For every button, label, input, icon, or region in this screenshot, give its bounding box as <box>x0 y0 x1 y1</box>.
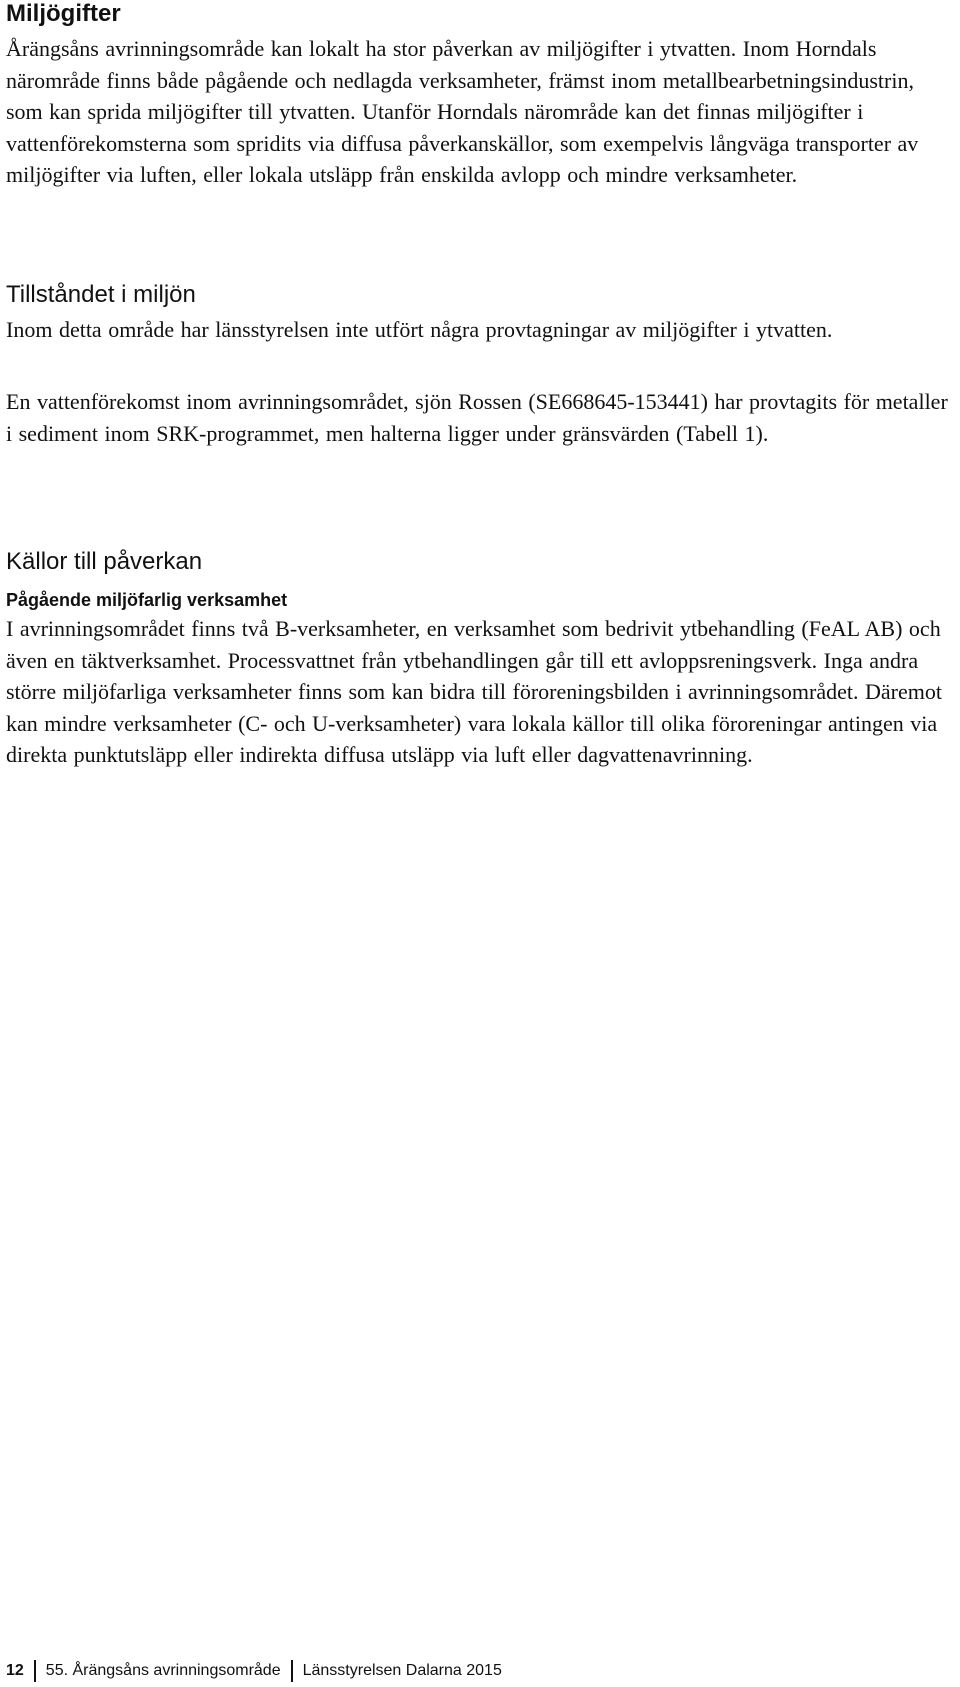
footer-chapter: 55. Årängsåns avrinningsområde <box>45 1662 281 1679</box>
heading-miljogifter: Miljögifter <box>6 0 121 27</box>
footer-divider <box>34 1660 36 1682</box>
paragraph-tillstandet-2: En vattenförekomst inom avrinningsområdet, sjön Rossen (SE668645-153441) har provtagits för metaller i sediment inom SRK-programmet, men halterna ligger under gränsvärden (Tabell 1). <box>6 389 948 446</box>
page-footer <box>6 1660 502 1682</box>
paragraph-tillstandet-1: Inom detta område har länsstyrelsen inte utfört några provtagningar av miljögifter i ytvatten. <box>6 317 833 342</box>
footer-publisher: Länsstyrelsen Dalarna 2015 <box>302 1662 502 1679</box>
page-number: 12 <box>6 1662 24 1679</box>
footer-divider <box>291 1660 293 1682</box>
subheading-pagaende: Pågående miljöfarlig verksamhet <box>6 590 288 610</box>
paragraph-miljogifter: Årängsåns avrinningsområde kan lokalt ha stor påverkan av miljögifter i ytvatten. Inom Horndals närområde finns både pågående och nedlagda verksamheter, främst inom metallbearbetningsindustrin, som kan sprida miljögifter till ytvatten. Utanför Horndals närområde kan det finnas miljögifter i vattenförekomsterna som spridits via diffusa påverkanskällor, som exempelvis långväga transporter av miljögifter via luften, eller lokala utsläpp från enskilda avlopp och mindre verksamheter. <box>6 36 919 187</box>
paragraph-kallor: I avrinningsområdet finns två B-verksamheter, en verksamhet som bedrivit ytbehandling (FeAL AB) och även en täktverksamhet. Processvattnet från ytbehandlingen går till ett avloppsreningsverk. Inga andra större miljöfarliga verksamheter finns som kan bidra till föroreningsbilden i avrinningsområdet. Däremot kan mindre verksamheter (C- och U-verksamheter) vara lokala källor till olika föroreningar antingen via direkta punktutsläpp eller indirekta diffusa utsläpp via luft eller dagvattenavrinning. <box>6 616 942 767</box>
heading-kallor: Källor till påverkan <box>6 548 203 575</box>
heading-tillstandet: Tillståndet i miljön <box>6 281 196 308</box>
